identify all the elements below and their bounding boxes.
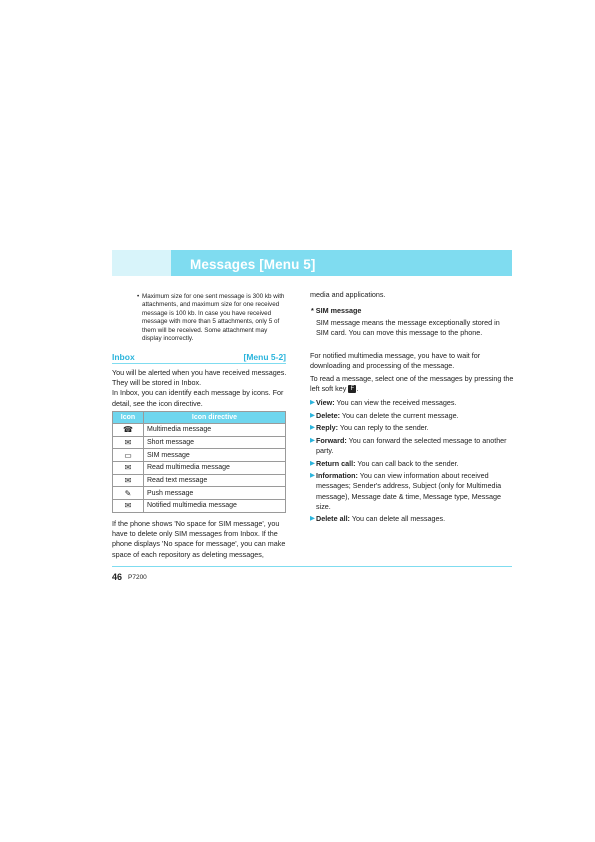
model-name: P7200	[128, 574, 147, 581]
multimedia-message-icon: ☎	[113, 424, 144, 437]
read-message-end: .	[356, 384, 359, 394]
table-header-row	[113, 412, 286, 424]
short-message-icon: ✉	[113, 436, 144, 449]
table-row	[113, 487, 286, 500]
sim-message-text: SIM message means the message exceptionally stored in SIM card. You can move this message to the phone.	[316, 318, 500, 338]
table-cell-label: Read multimedia message	[144, 462, 286, 475]
table-cell-label: Short message	[144, 436, 286, 449]
left-soft-key-icon: F	[348, 385, 356, 393]
arrow-right-icon: ▶	[310, 472, 315, 480]
option-name: Reply:	[316, 423, 338, 433]
table-row	[113, 436, 286, 449]
option-name: Return call:	[316, 458, 356, 468]
page-number: 46	[112, 572, 123, 582]
arrow-right-icon: ▶	[310, 436, 315, 444]
column-header-icon: Icon	[113, 412, 144, 424]
arrow-right-icon: ▶	[310, 459, 315, 467]
arrow-right-icon: ▶	[310, 411, 315, 419]
table-cell-label: Multimedia message	[144, 424, 286, 437]
arrow-right-icon: ▶	[310, 424, 315, 432]
option-desc: You can delete all messages.	[349, 514, 446, 524]
option-name: Delete:	[316, 410, 340, 420]
list-item	[310, 436, 515, 456]
push-message-icon: ✎	[113, 487, 144, 500]
table-cell-label: Read text message	[144, 474, 286, 487]
column-header-directive: Icon directive	[144, 412, 286, 424]
read-message-instruction	[310, 374, 515, 394]
option-desc: You can delete the current message.	[339, 410, 459, 420]
read-multimedia-message-icon: ✉	[113, 462, 144, 475]
list-item	[310, 411, 515, 421]
option-name: Forward:	[316, 435, 347, 445]
continued-text: media and applications.	[310, 290, 386, 299]
notified-multimedia-message-icon: ✉	[113, 500, 144, 513]
sim-message-icon: ▭	[113, 449, 144, 462]
table-row	[113, 462, 286, 475]
table-cell-label: Push message	[144, 487, 286, 500]
inbox-heading-menu: [Menu 5-2]	[243, 352, 286, 362]
option-name: View:	[316, 398, 335, 407]
option-desc: You can call back to the sender.	[355, 458, 459, 468]
option-desc: You can forward the selected message to another party.	[316, 435, 507, 455]
arrow-right-icon: ▶	[310, 515, 315, 523]
list-item	[310, 459, 515, 469]
table-row	[113, 424, 286, 437]
list-item	[310, 471, 515, 512]
read-message-text: To read a message, select one of the messages by pressing the left soft key	[310, 374, 514, 394]
list-item	[310, 423, 515, 433]
option-name: Delete all:	[316, 514, 350, 524]
table-cell-label: Notified multimedia message	[144, 500, 286, 513]
size-note-text: Maximum size for one sent message is 300 kb with attachments, and maximum size for one received message is 100 kb. In case you have received message with more than 5 attachments, only 5 of them will be received. Some attachment may display incorrectly.	[142, 293, 285, 343]
inbox-intro-text-2: In Inbox, you can identify each message by icons. For detail, see the icon directive.	[112, 388, 284, 408]
message-options-list	[310, 398, 515, 527]
size-note	[137, 293, 287, 343]
list-item	[310, 398, 515, 408]
option-desc: You can view the received messages.	[334, 398, 457, 407]
table-row	[113, 449, 286, 462]
arrow-right-icon: ▶	[310, 399, 315, 406]
table-cell-label: SIM message	[144, 449, 286, 462]
sim-message-heading: * SIM message	[311, 306, 362, 315]
read-text-message-icon: ✉	[113, 474, 144, 487]
heading-divider	[112, 363, 286, 364]
notified-message-text: For notified multimedia message, you have to wait for downloading and processing of the message.	[310, 351, 481, 371]
option-desc: You can view information about received messages; Sender's address, Subject (only for Multimedia message), Message date & time, Message type, Message size.	[316, 471, 502, 511]
option-name: Information:	[316, 471, 358, 481]
header-accent-block	[112, 250, 171, 276]
page-title: Messages [Menu 5]	[190, 257, 316, 272]
table-row	[113, 474, 286, 487]
bullet-icon: •	[137, 293, 140, 300]
footer-divider	[112, 566, 512, 567]
inbox-intro	[112, 368, 288, 409]
inbox-heading-title: Inbox	[112, 352, 135, 362]
table-row	[113, 500, 286, 513]
list-item	[310, 514, 515, 524]
icon-directive-table	[112, 411, 286, 513]
no-space-paragraph: If the phone shows 'No space for SIM message', you have to delete only SIM messages from Inbox. If the phone displays 'No space for message', you can make space of each repository as deleting messages,	[112, 519, 286, 559]
inbox-intro-text: You will be alerted when you have received messages. They will be stored in Inbox.	[112, 368, 287, 388]
option-desc: You can reply to the sender.	[337, 423, 429, 433]
